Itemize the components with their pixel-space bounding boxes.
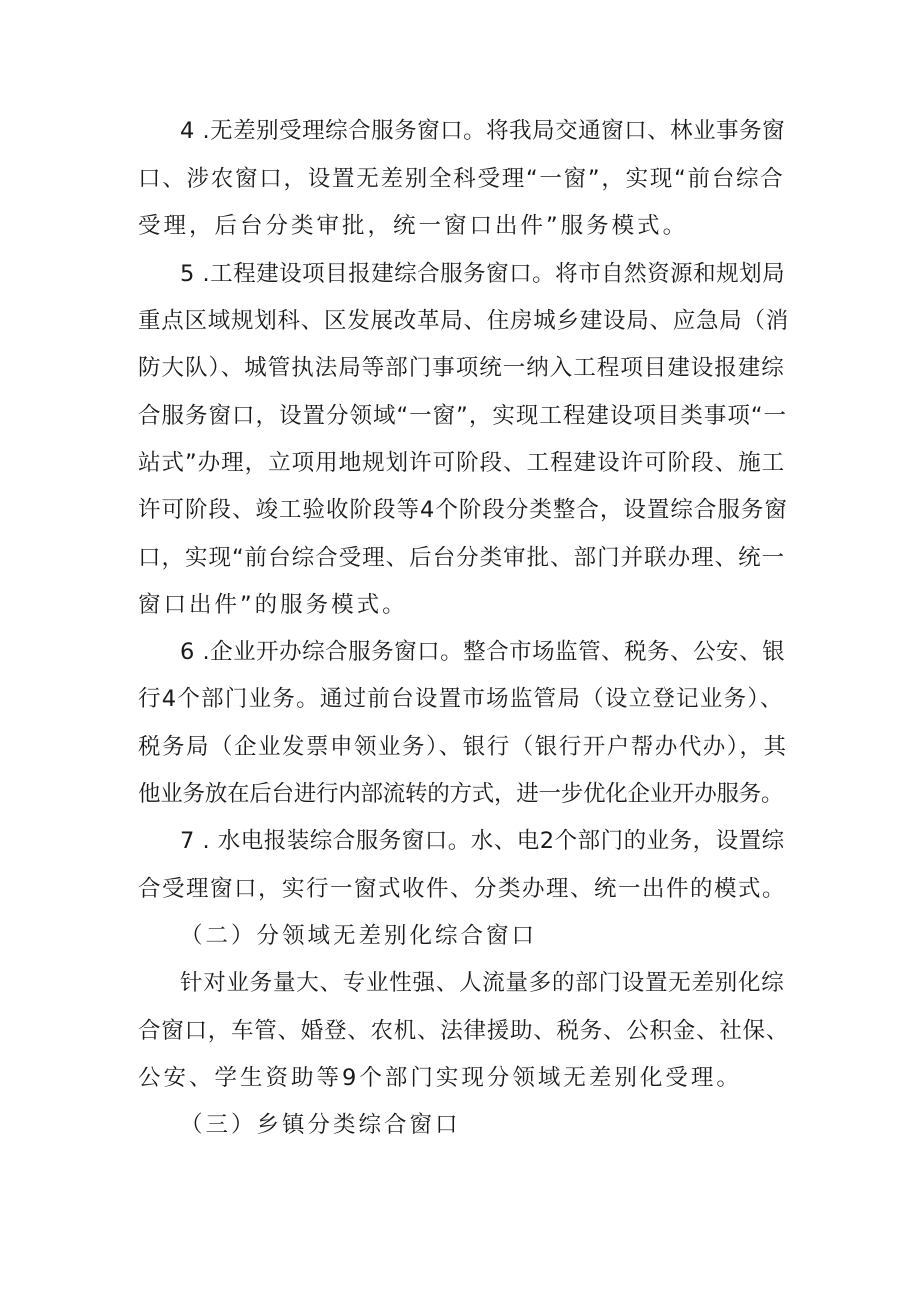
paragraph-line: 5 .工程建设项目报建综合服务窗口。将市自然资源和规划局 (180, 261, 786, 287)
paragraph-line: 口，实现“前台综合受理、后台分类审批、部门并联办理、统一 (138, 545, 786, 571)
paragraph-line: 4 .无差别受理综合服务窗口。将我局交通窗口、林业事务窗 (180, 118, 786, 144)
paragraph-line: 合服务窗口，设置分领域“一窗”，实现工程建设项目类事项“一 (138, 403, 787, 429)
paragraph-line: 站式”办理，立项用地规划许可阶段、工程建设许可阶段、施工 (138, 450, 786, 476)
paragraph-line: 合窗口，车管、婚登、农机、法律援助、税务、公积金、社保、 (138, 1018, 790, 1044)
paragraph-line: 合受理窗口，实行一窗式收件、分类办理、统一出件的模式。 (138, 876, 787, 902)
paragraph-line: 针对业务量大、专业性强、人流量多的部门设置无差别化综 (180, 970, 785, 996)
paragraph-line: 重点区域规划科、区发展改革局、住房城乡建设局、应急局（消 (138, 308, 790, 334)
section-heading: （三）乡镇分类综合窗口 (180, 1112, 461, 1138)
section-heading: （二）分领域无差别化综合窗口 (180, 923, 538, 949)
paragraph-line: 受理，后台分类审批，统一窗口出件”服务模式。 (138, 213, 689, 239)
paragraph-line: 6 .企业开办综合服务窗口。整合市场监管、税务、公安、银 (180, 639, 786, 665)
paragraph-line: 公安、学生资助等9个部门实现分领域无差别化受理。 (138, 1065, 742, 1091)
paragraph-line: 7 . 水电报装综合服务窗口。水、电2个部门的业务，设置综 (180, 828, 785, 854)
paragraph-line: 税务局（企业发票申领业务）、银行（银行开户帮办代办），其 (138, 734, 788, 760)
paragraph-line: 行4个部门业务。通过前台设置市场监管局（设立登记业务）、 (138, 686, 784, 712)
paragraph-line: 防大队）、城管执法局等部门事项统一纳入工程项目建设报建综 (138, 355, 785, 381)
paragraph-line: 窗口出件”的服务模式。 (138, 592, 408, 618)
paragraph-line: 口、涉农窗口，设置无差别全科受理“一窗”，实现“前台综合 (138, 166, 785, 192)
paragraph-line: 许可阶段、竣工验收阶段等4个阶段分类整合，设置综合服务窗 (138, 497, 788, 523)
paragraph-line: 他业务放在后台进行内部流转的方式，进一步优化企业开办服务。 (138, 781, 784, 807)
